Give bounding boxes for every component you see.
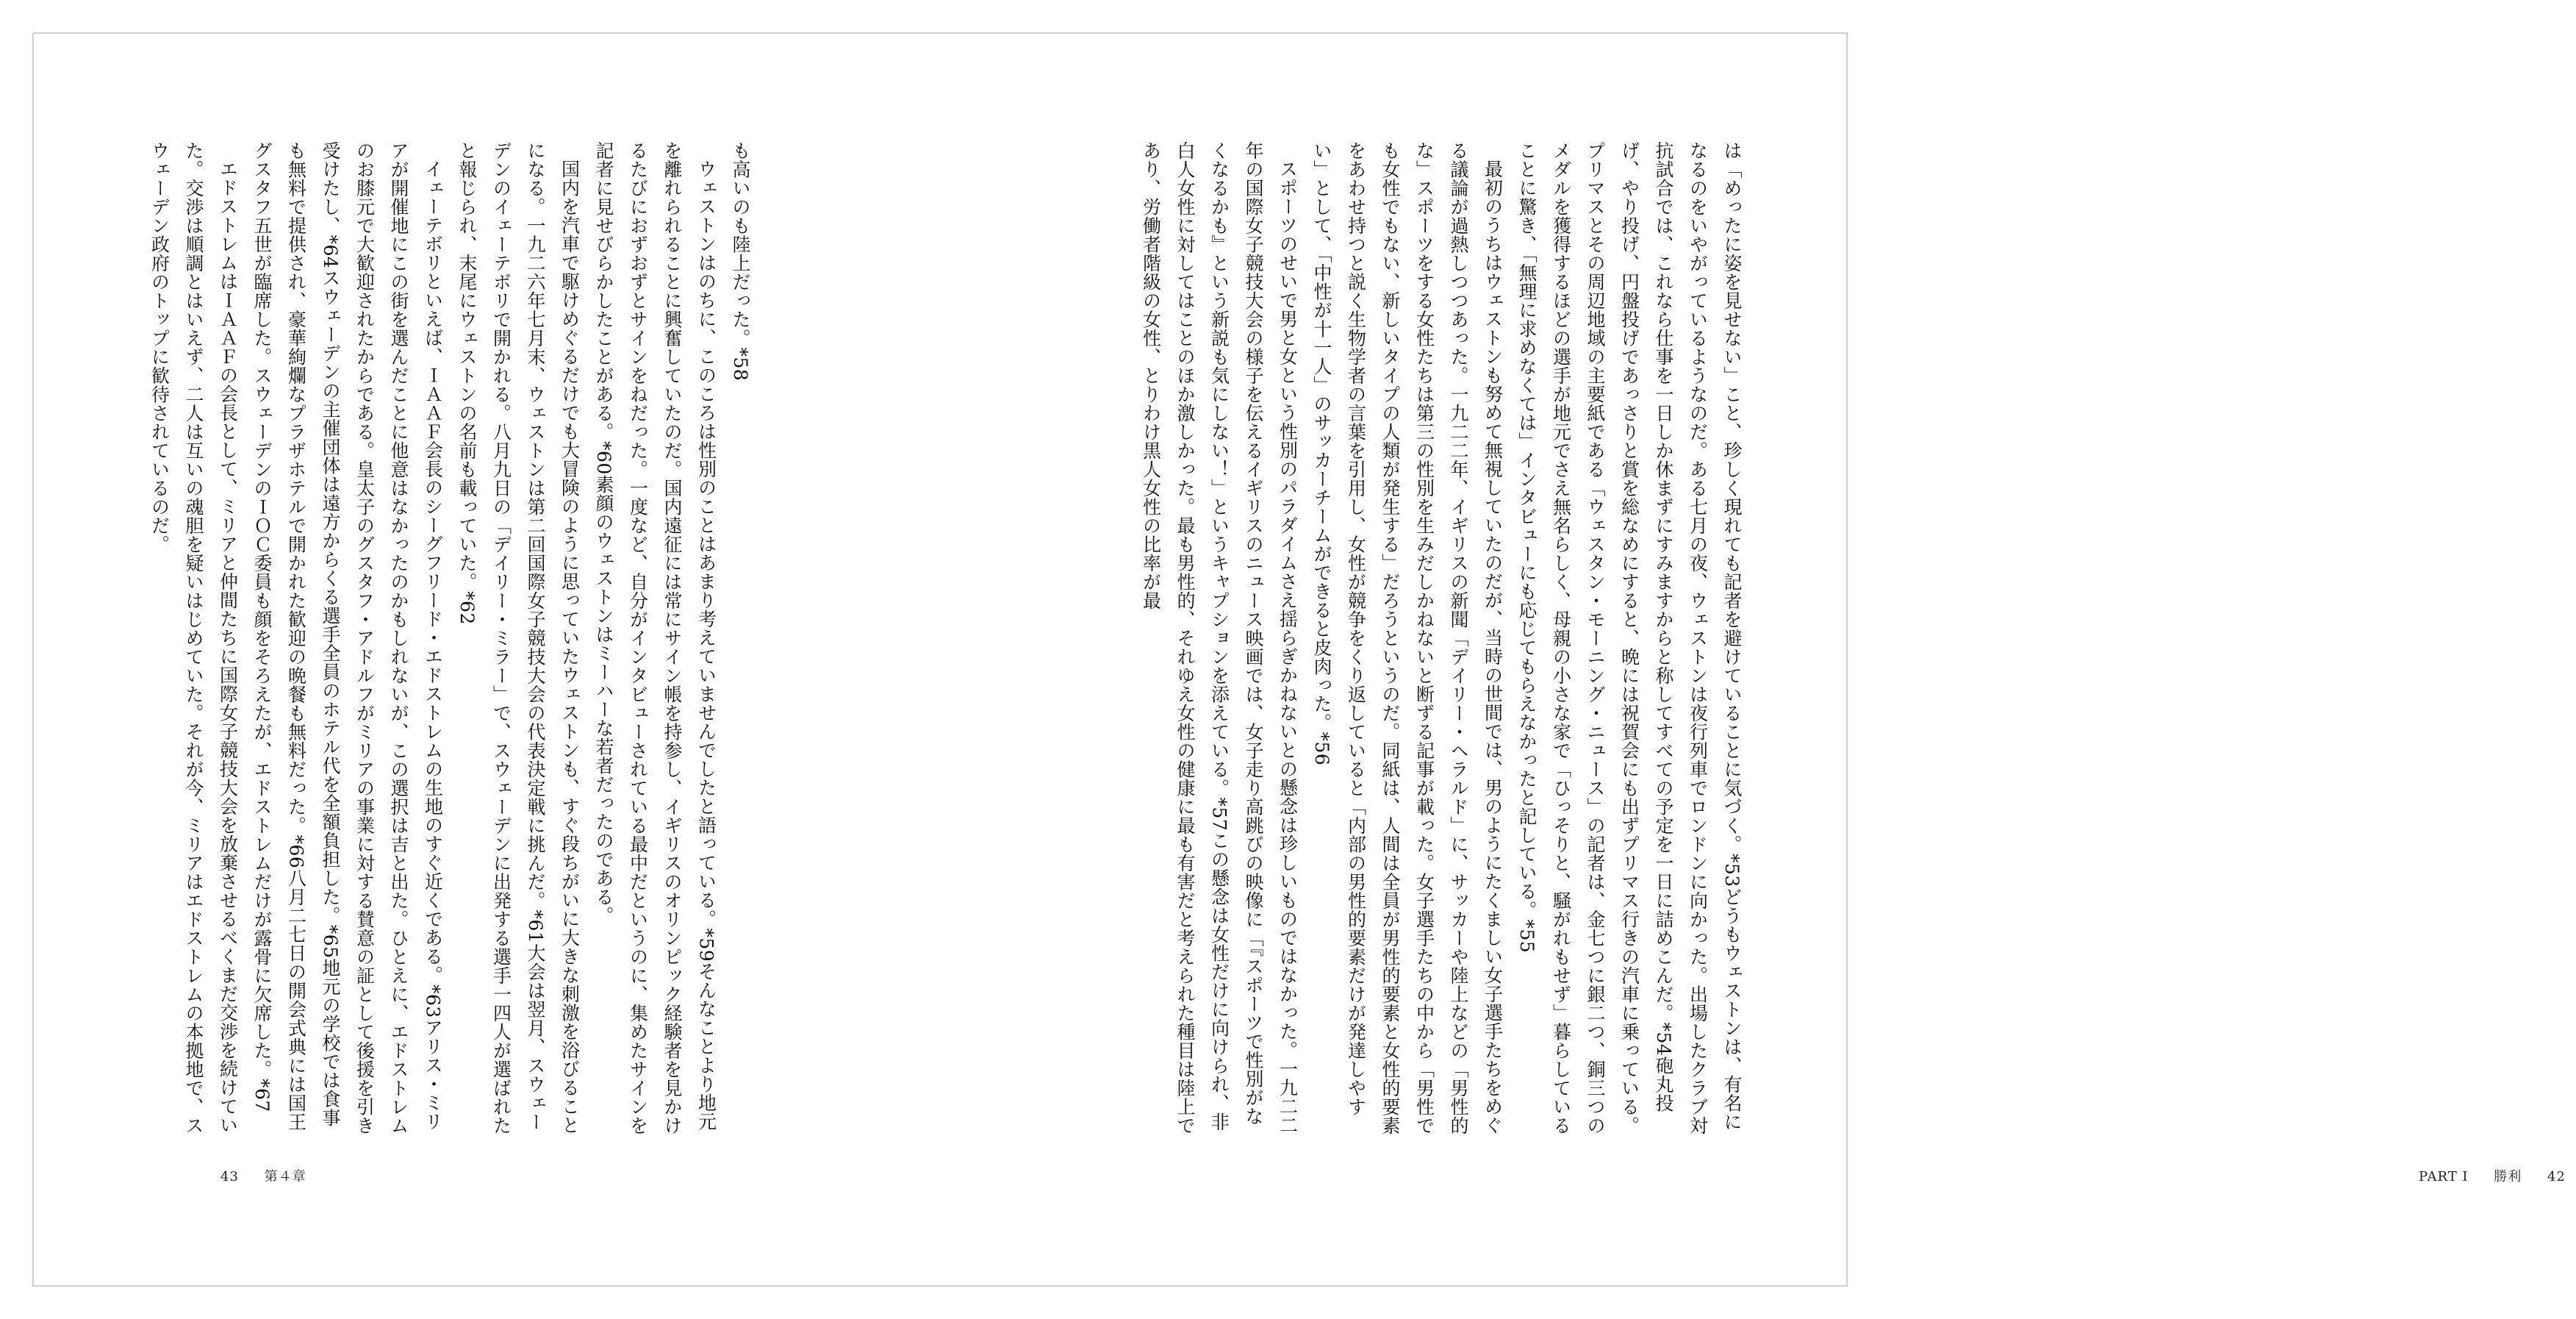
book-spread [32,32,2566,1287]
left-paragraph-5: エドストレムはＩＡＡＦの会長として、ミリアと仲間たちに国際女子競技大会を放棄させるべくまだ交渉を続けていた。交渉は順調とはいえず、二人は互いの魂胆を疑いはじめていた。それが今、ミリアはエドストレムの本拠地で、スウェーデン政府のトップに歓待されているのだ。 [148,141,239,1135]
left-page-body-text [147,141,757,1138]
right-paragraph-1: は「めったに姿を見せない」こと、珍しく現れても記者を避けていることに気づく。*53どうもウェストンは、有名になるのをいやがっているようなのだ。ある七月の夜、ウェストンは夜行列車でロンドンに向かった。出場したクラブ対抗試合では、これなら仕事を一日しか休まずにすみますからと称してすべての予定を一日に詰めこんだ。*54砲丸投げ、やり投げ、円盤投げであっさりと賞を総なめにすると、晩には祝賀会にも出ずプリマス行きの汽車に乗っている。プリマスとその周辺地域の主要紙である「ウェスタン・モーニング・ニュース」の記者は、金七つに銀二つ、銅三つのメダルを獲得するほどの選手が地元でさえ無名らしく、母親の小さな家で「ひっそりと、騒がれもせず」暮らしていることに驚き、「無理に求めなくては」インタビューにも応じてもらえなかったと記している。*55 [1516,141,1743,1135]
left-page-number: 43 [220,1169,239,1184]
part-title-label: 勝利 [2494,1169,2522,1184]
part-label: PART Ⅰ [2419,1169,2469,1184]
right-page-body-text [1116,141,1748,1138]
right-paragraph-3: スポーツのせいで男と女という性別のパラダイムさえ揺らぎかねないとの懸念は珍しいものではなかった。一九二二年の国際女子競技大会の様子を伝えるイギリスのニュース映画では、女子走り高跳びの映像に「『スポーツで性別がなくなるかも』という新説も気にしない！」というキャプションを添えている。*57この懸念は女性だけに向けられ、非白人女性に対してはことのほか激しかった。最も男性的、それゆえ女性の健康に最も有害だと考えられた種目は陸上であり、労働者階級の女性、とりわけ黒人女性の比率が最 [1140,141,1299,1135]
chapter-label: 第４章 [264,1169,306,1184]
left-paragraph-2: ウェストンはのちに、このころは性別のことはあまり考えていませんでしたと語っている。*59そんなことより地元を離れられることに興奮していたのだ。国内遠征には常にサイン帳を持参し、イギリスのオリンピック経験者を見かけるたびにおずおずとサインをねだった。一度など、自分がインタビューされている最中だというのに、集めたサインを記者に見せびらかしたことがある。*60素顔のウェストンはミーハーな若者だったのである。 [593,141,717,1135]
left-page-footer [210,1166,317,1185]
right-page-number: 42 [2547,1169,2566,1184]
left-page [34,34,941,1285]
left-paragraph-4: イェーテボリといえば、ＩＡＡＦ会長のシーグフリード・エドストレムの生地のすぐ近くである。*63アリス・ミリアが開催地にこの街を選んだことに他意はなかったのかもしれないが、この選択は吉と出た。ひとえに、エドストレムのお膝元で大歓迎されたからである。皇太子のグスタフ・アドルフがミリアの事業に対する賛意の証として後援を引き受けたし、*64スウェーデンの主催団体は遠方からくる選手全員のホテル代を全額負担した。*65地元の学校では食事も無料で提供され、豪華絢爛なプラザホテルで開かれた歓迎の晩餐も無料だった。*66八月二七日の開会式典には国王グスタフ五世が臨席した。スウェーデンのＩＯＣ委員も顔をそろえたが、エドストレムだけが露骨に欠席した。*67 [251,141,444,1135]
left-paragraph-1: も高いのも陸上だった。*58 [730,141,751,382]
right-page [941,34,2566,1285]
right-paragraph-2: 最初のうちはウェストンも努めて無視していたのだが、当時の世間では、男のようにたくましい女子選手たちをめぐる議論が過熱しつつあった。一九二二年、イギリスの新聞「デイリー・ヘラルド」に、サッカーや陸上などの「男性的な」スポーツをする女性たちは第三の性別を生みだしかねないと断ずる記事が載った。女子選手たちの中から「男性でも女性でもない、新しいタイプの人類が発生する」だろうというのだ。同紙は、人間は全員が男性的要素と女性的要素をあわせ持つと説く生物学者の言葉を引用し、女性が競争をくり返していると「内部の男性的要素だけが発達しやすい」として、「中性が十一人」のサッカーチームができると皮肉った。*56 [1311,141,1504,1135]
left-paragraph-3: 国内を汽車で駆けめぐるだけでも大冒険のように思っていたウェストンも、すぐ段ちがいに大きな刺激を浴びることになる。一九二六年七月末、ウェストンは第二回国際女子競技大会の代表決定戦に挑んだ。*61大会は翌月、スウェーデンのイェーテボリで開かれる。八月九日の「デイリー・ミラー」で、スウェーデンに出発する選手一四人が選ばれたと報じられ、末尾にウェストンの名前も載っていた。*62 [456,141,581,1135]
right-page-footer [2408,1166,2576,1185]
